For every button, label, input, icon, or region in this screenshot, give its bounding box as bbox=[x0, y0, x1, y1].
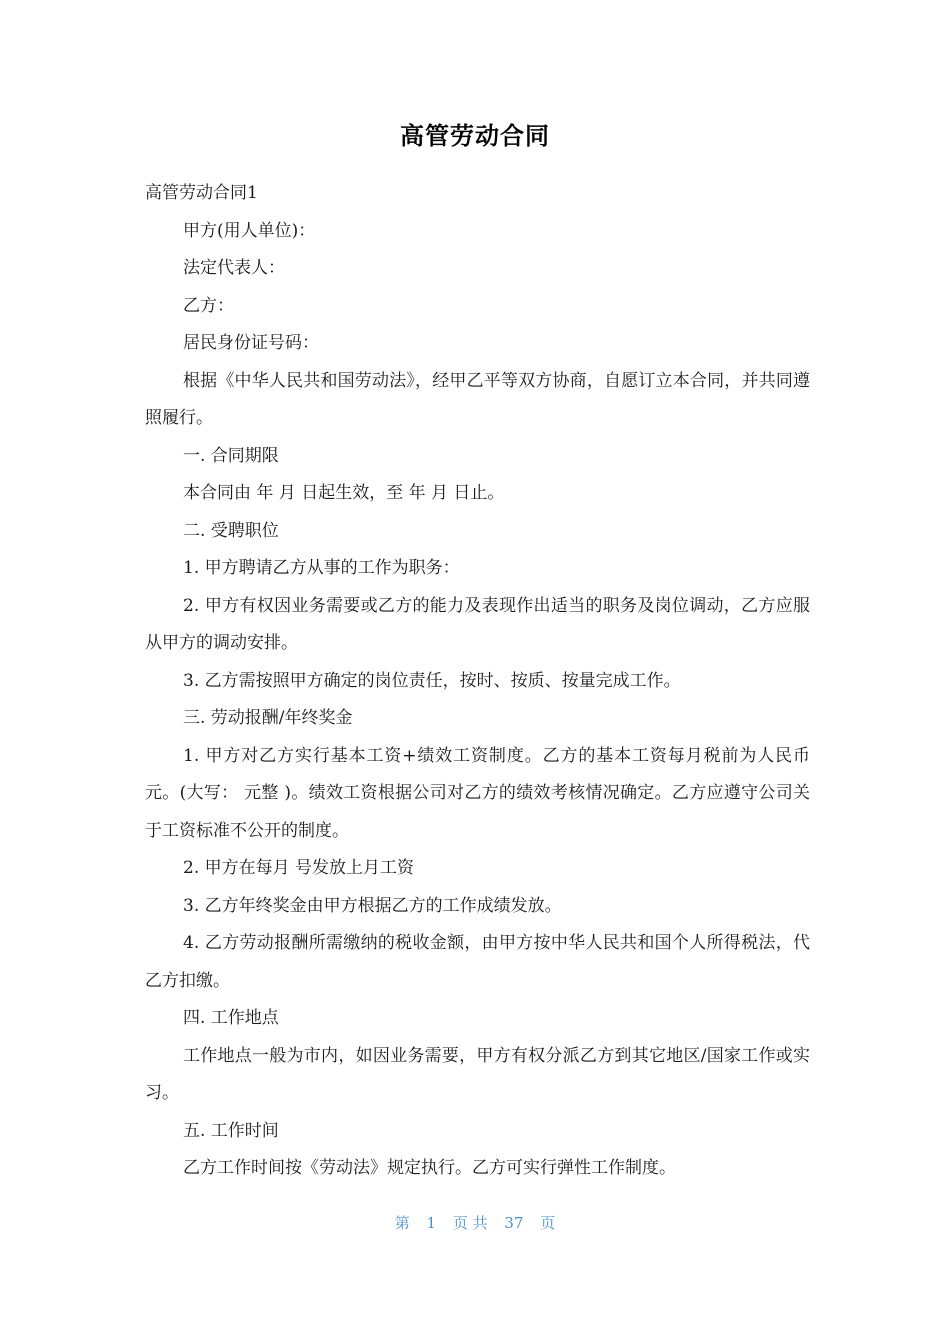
remuneration-clause-2: 2. 甲方在每月 号发放上月工资 bbox=[183, 858, 415, 878]
page-footer bbox=[0, 1212, 950, 1233]
footer-suffix: 页 bbox=[540, 1214, 556, 1232]
footer-total-pages: 37 bbox=[504, 1214, 524, 1232]
section-heading-position: 二. 受聘职位 bbox=[183, 520, 279, 541]
legal-representative-line: 法定代表人： bbox=[183, 258, 285, 278]
section-heading-hours: 五. 工作时间 bbox=[183, 1120, 279, 1141]
section-heading-location: 四. 工作地点 bbox=[183, 1008, 279, 1028]
footer-middle: 页 共 bbox=[452, 1214, 488, 1232]
hours-paragraph: 乙方工作时间按《劳动法》规定执行。乙方可实行弹性工作制度。 bbox=[183, 1158, 676, 1178]
footer-prefix: 第 bbox=[394, 1214, 410, 1232]
section-heading-term: 一. 合同期限 bbox=[183, 445, 279, 466]
party-a-line: 甲方(用人单位)： bbox=[183, 220, 316, 241]
position-clause-2: 2. 甲方有权因业务需要或乙方的能力及表现作出适当的职务及岗位调动，乙方应服从甲方的调动安排。 bbox=[145, 595, 810, 653]
position-clause-3: 3. 乙方需按照甲方确定的岗位责任，按时、按质、按量完成工作。 bbox=[183, 670, 681, 691]
remuneration-clause-1: 1. 甲方对乙方实行基本工资+绩效工资制度。乙方的基本工资每月税前为人民币 元。(大写： 元整 )。绩效工资根据公司对乙方的绩效考核情况确定。乙方应遵守公司关于工资标准不公开的制度。 bbox=[145, 745, 810, 841]
document-title: 高管劳动合同 bbox=[400, 122, 550, 150]
id-number-line: 居民身份证号码： bbox=[183, 333, 319, 353]
section-heading-remuneration: 三. 劳动报酬/年终奖金 bbox=[183, 708, 353, 728]
document-body bbox=[145, 175, 810, 1188]
position-clause-1: 1. 甲方聘请乙方从事的工作为职务： bbox=[183, 558, 460, 578]
subtitle-paragraph: 高管劳动合同1 bbox=[145, 183, 258, 203]
remuneration-clause-4: 4. 乙方劳动报酬所需缴纳的税收金额，由甲方按中华人民共和国个人所得税法，代乙方扣缴。 bbox=[145, 933, 810, 991]
footer-page-number: 1 bbox=[426, 1214, 437, 1232]
preamble-paragraph: 根据《中华人民共和国劳动法》，经甲乙平等双方协商，自愿订立本合同，并共同遵照履行。 bbox=[145, 370, 810, 428]
remuneration-clause-3: 3. 乙方年终奖金由甲方根据乙方的工作成绩发放。 bbox=[183, 895, 562, 916]
party-b-line: 乙方： bbox=[183, 295, 234, 316]
term-paragraph: 本合同由 年 月 日起生效，至 年 月 日止。 bbox=[183, 483, 505, 503]
location-paragraph: 工作地点一般为市内，如因业务需要，甲方有权分派乙方到其它地区/国家工作或实习。 bbox=[145, 1045, 810, 1103]
